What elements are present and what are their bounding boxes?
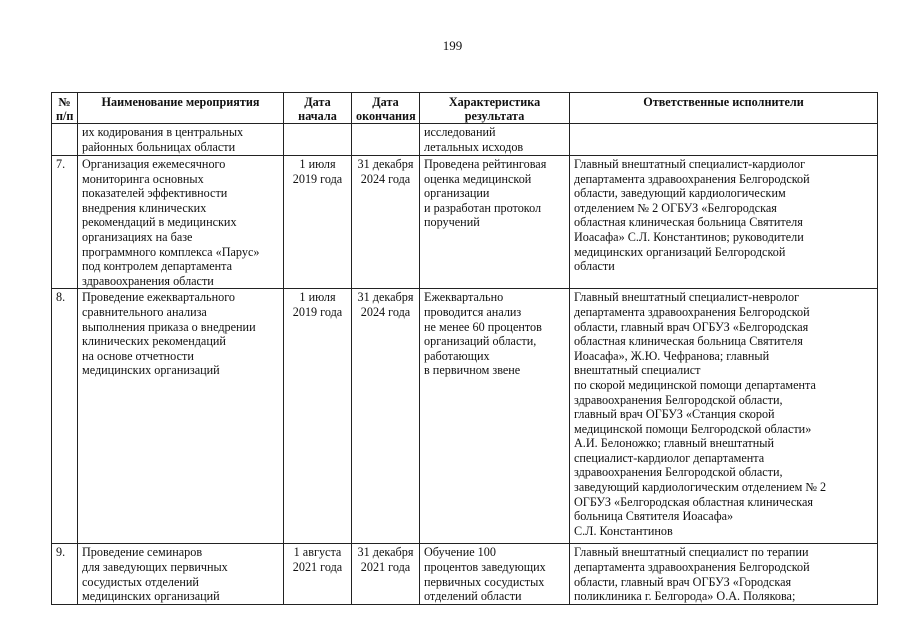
row-start-date (284, 156, 352, 289)
cell-line: областная клиническая больница Святителя (574, 334, 803, 349)
row-responsible (570, 289, 878, 544)
cell-line: 2019 года (292, 304, 343, 319)
row-event-name (78, 544, 284, 604)
cell-line: Главный внештатный специалист-кардиолог (574, 157, 806, 171)
row-responsible (570, 544, 878, 604)
cell-line: Проведение ежеквартального (82, 290, 236, 305)
cell-line: департамента здравоохранения Белгородской (574, 304, 810, 319)
cell-line: здравоохранения Белгородской области, (574, 392, 783, 407)
cell-line: под контролем департамента (82, 259, 233, 274)
row-result (420, 289, 570, 544)
cell-line: 2021 года (360, 559, 411, 574)
row-number: 7. (52, 156, 78, 289)
row-end-date (352, 289, 420, 544)
cell-line: здравоохранения области (82, 273, 214, 288)
cell-line: внедрения клинических (82, 200, 207, 215)
cell-line: Проведение семинаров (82, 545, 203, 560)
cell-line: не менее 60 процентов (424, 319, 542, 334)
table-header-row (52, 93, 878, 124)
row-event-name (78, 156, 284, 289)
cell-line: Характеристика (448, 95, 541, 109)
cell-line: для заведующих первичных (82, 559, 228, 574)
cell-line: 1 августа (293, 545, 342, 560)
cell-line: по скорой медицинской помощи департамента (574, 377, 816, 392)
header-event-name (78, 93, 284, 124)
cell-line: летальных исходов (424, 139, 524, 154)
cell-line: Дата (372, 95, 399, 109)
cell-line: внештатный специалист (574, 363, 701, 378)
cell-line: больница Святителя Иоасафа» (574, 509, 734, 524)
cell-line: поручений (424, 215, 480, 230)
cell-line: заведующий кардиологическим отделением № 2 (574, 480, 827, 495)
cell-line: п/п (56, 109, 74, 123)
cell-line: Ответственные исполнители (643, 95, 804, 109)
row-result (420, 156, 570, 289)
cell-line: сравнительного анализа (82, 304, 207, 319)
cell-line: результата (464, 109, 525, 123)
cell-line: исследований (424, 125, 496, 139)
cell-line: 31 декабря (357, 157, 414, 171)
cell-line: начала (298, 109, 337, 123)
table-row (52, 124, 878, 156)
cell-line: Главный внештатный специалист по терапии (574, 545, 809, 560)
row-start-date (284, 289, 352, 544)
cell-line: клинических рекомендаций (82, 334, 226, 349)
cell-line: организациях на базе (82, 229, 193, 244)
cell-line: работающих (424, 348, 490, 363)
cell-line: Иоасафа» С.Л. Константинов; руководители (574, 229, 804, 244)
row-end-date (352, 544, 420, 604)
row-event-name (78, 289, 284, 544)
row-end-date (352, 156, 420, 289)
table-row (52, 156, 878, 289)
cell-line: 2024 года (360, 171, 411, 186)
cell-line: Иоасафа», Ж.Ю. Чефранова; главный (574, 348, 770, 363)
row-start-date (284, 544, 352, 604)
cell-line: медицинских организаций (82, 589, 220, 604)
cell-line: рекомендаций в медицинских (82, 215, 237, 230)
cell-line: А.И. Белоножко; главный внештатный (574, 436, 774, 451)
cell-line: и разработан протокол (424, 200, 542, 215)
cell-line: департамента здравоохранения Белгородской (574, 171, 810, 186)
cell-line: 2024 года (360, 304, 411, 319)
cell-line: районных больницах области (82, 139, 236, 154)
cell-line: окончания (356, 109, 416, 123)
header-end-date (352, 93, 420, 124)
row-number: 9. (52, 544, 78, 604)
cell-line: медицинской помощи Белгородской области» (574, 421, 812, 436)
header-result (420, 93, 570, 124)
cell-line: области (574, 259, 615, 274)
row-event-name (78, 124, 284, 156)
cell-line: С.Л. Константинов (574, 523, 673, 538)
cell-line: области, главный врач ОГБУЗ «Белгородская (574, 319, 809, 334)
cell-line: 1 июля (299, 290, 336, 305)
cell-line: процентов заведующих (424, 559, 546, 574)
cell-line: специалист-кардиолог департамента (574, 450, 765, 465)
cell-line: Проведена рейтинговая (424, 157, 547, 171)
cell-line: выполнения приказа о внедрении (82, 319, 256, 334)
row-result (420, 544, 570, 604)
cell-line: Дата (304, 95, 331, 109)
cell-line: показателей эффективности (82, 186, 228, 201)
cell-line: сосудистых отделений (82, 574, 199, 589)
cell-line: отделений области (424, 589, 522, 604)
row-number (52, 124, 78, 156)
cell-line: медицинских организаций Белгородской (574, 244, 786, 259)
cell-line: Обучение 100 (424, 545, 496, 560)
cell-line: главный врач ОГБУЗ «Станция скорой (574, 407, 775, 422)
cell-line: организаций области, (424, 334, 537, 349)
cell-line: Ежеквартально (424, 290, 504, 305)
cell-line: 31 декабря (357, 545, 414, 560)
cell-line: № (58, 95, 71, 109)
row-responsible (570, 124, 878, 156)
row-responsible (570, 156, 878, 289)
table-row (52, 289, 878, 544)
cell-line: Наименование мероприятия (101, 95, 260, 109)
row-result (420, 124, 570, 156)
row-number: 8. (52, 289, 78, 544)
cell-line: мониторинга основных (82, 171, 204, 186)
header-number (52, 93, 78, 124)
cell-line: департамента здравоохранения Белгородской (574, 559, 810, 574)
table-row (52, 544, 878, 604)
row-end-date (352, 124, 420, 156)
cell-line: области, заведующий кардиологическим (574, 186, 786, 201)
cell-line: на основе отчетности (82, 348, 194, 363)
cell-line: 1 июля (299, 157, 336, 171)
cell-line: 31 декабря (357, 290, 414, 305)
cell-line: отделением № 2 ОГБУЗ «Белгородская (574, 200, 777, 215)
cell-line: программного комплекса «Парус» (82, 244, 260, 259)
cell-line: организации (424, 186, 490, 201)
cell-line: их кодирования в центральных (82, 125, 244, 139)
cell-line: областная клиническая больница Святителя (574, 215, 803, 230)
cell-line: 2019 года (292, 171, 343, 186)
row-start-date (284, 124, 352, 156)
cell-line: в первичном звене (424, 363, 521, 378)
measures-table (51, 92, 878, 605)
page-number: 199 (442, 38, 463, 53)
cell-line: здравоохранения Белгородской области, (574, 465, 783, 480)
cell-line: Организация ежемесячного (82, 157, 226, 171)
cell-line: поликлиника г. Белгорода» О.А. Полякова; (574, 589, 796, 604)
cell-line: 2021 года (292, 559, 343, 574)
cell-line: области, главный врач ОГБУЗ «Городская (574, 574, 792, 589)
header-start-date (284, 93, 352, 124)
cell-line: Главный внештатный специалист-невролог (574, 290, 800, 305)
cell-line: ОГБУЗ «Белгородская областная клиническая (574, 494, 814, 509)
cell-line: проводится анализ (424, 304, 522, 319)
cell-line: оценка медицинской (424, 171, 532, 186)
cell-line: медицинских организаций (82, 363, 220, 378)
cell-line: первичных сосудистых (424, 574, 545, 589)
header-responsible (570, 93, 878, 124)
